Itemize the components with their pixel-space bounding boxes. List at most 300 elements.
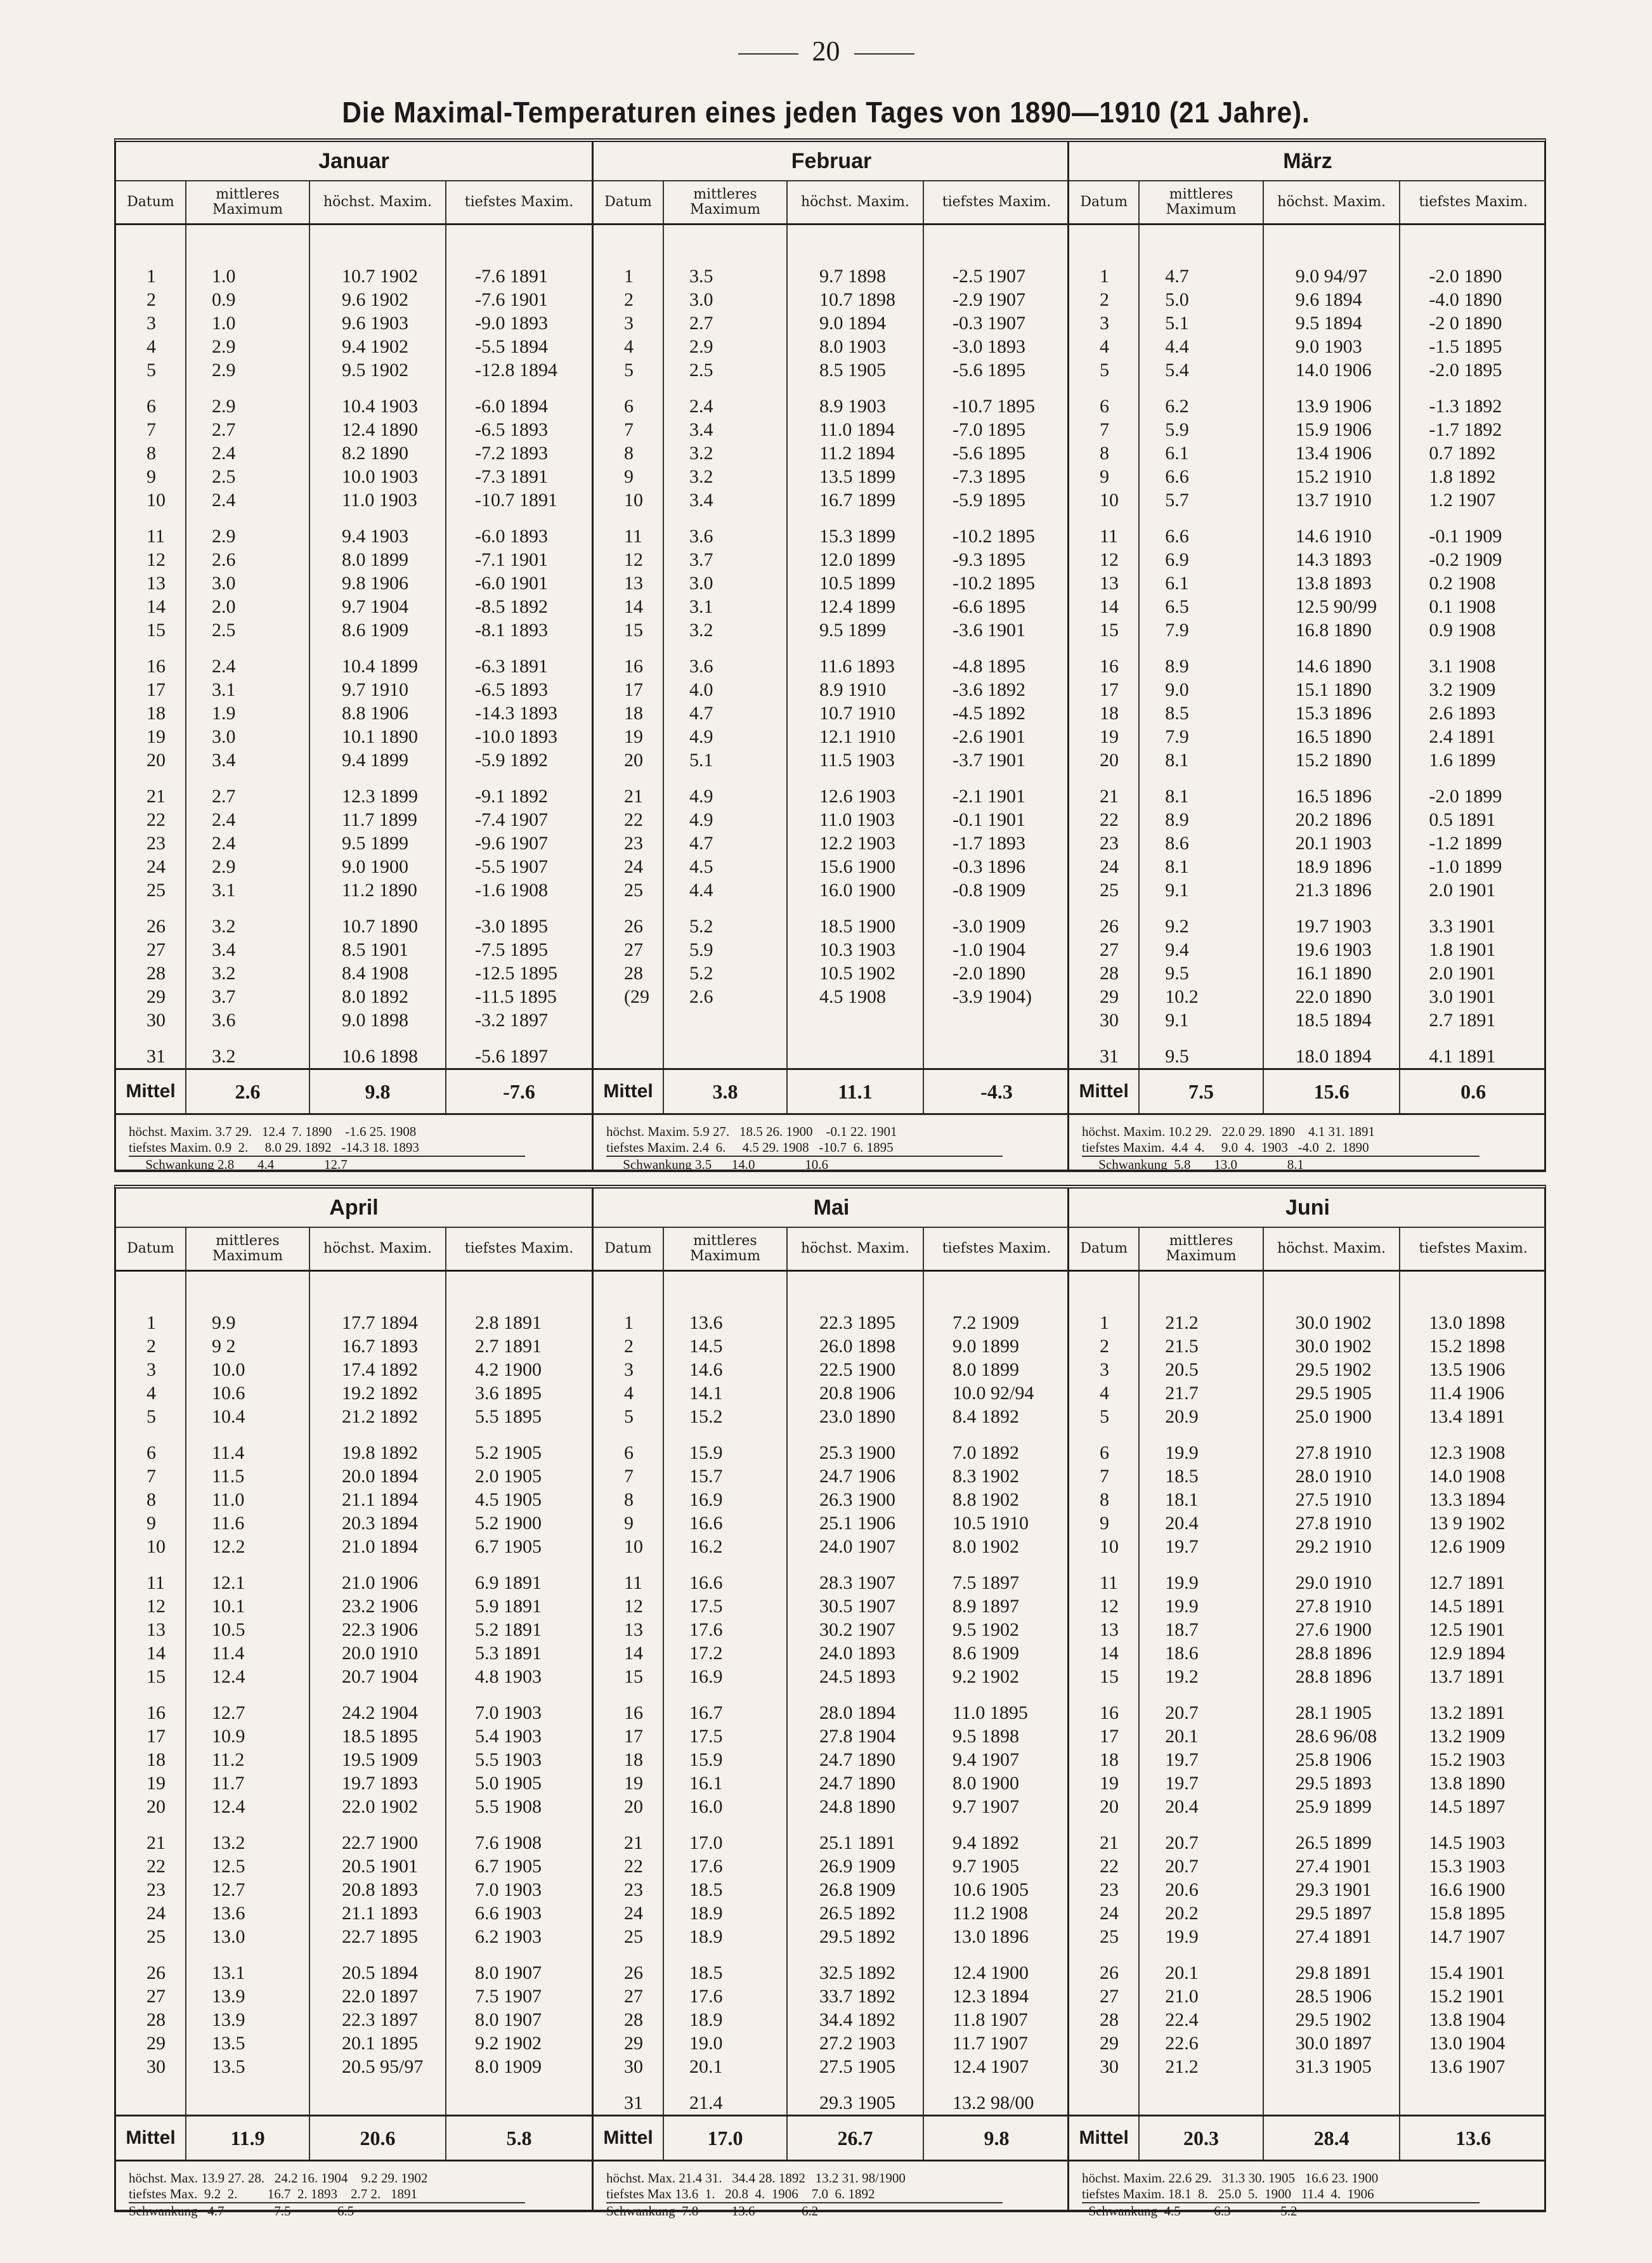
row-spacer (594, 382, 1069, 395)
lowest-max-cell: -5.5 1907 (475, 856, 548, 877)
row-spacer (1069, 1428, 1546, 1441)
highest-max-cell: 30.5 1907 (787, 1595, 923, 1618)
mean-max-cell: 21.2 (1139, 1272, 1263, 1334)
mean-max-cell: 13.5 (186, 2031, 309, 2055)
table-row (116, 358, 592, 382)
day-cell: 1 (1069, 1272, 1139, 1334)
mean-max-cell: 3.0 (663, 571, 787, 595)
table-block-q2 (114, 1185, 1546, 2219)
mean-max-cell (663, 1045, 787, 1068)
mean-max-cell: 19.0 (663, 2031, 787, 2055)
spacer-cell (116, 512, 186, 525)
day-cell: 21 (594, 785, 663, 808)
lowest-max-cell: 8.0 1899 (953, 1359, 1019, 1380)
summary-line: höchst. Maxim. 10.2 29. 22.0 29. 1890 4.1 31. 1891 (1082, 1124, 1375, 1139)
highest-max-cell: 29.5 1902 (1263, 2008, 1400, 2031)
mittel-label: Mittel (1069, 1069, 1139, 1114)
day-cell: 24 (1069, 1901, 1139, 1925)
mittel-row (594, 1068, 1069, 1115)
lowest-max-cell: 1.6 1899 (1429, 750, 1496, 771)
spacer-cell (446, 382, 592, 395)
spacer-cell (1139, 1948, 1263, 1961)
row-spacer (1069, 772, 1546, 785)
lowest-max-cell: 3.2 1909 (1429, 679, 1496, 700)
mean-max-cell: 2.9 (186, 358, 309, 382)
lowest-max-cell: -3.0 1895 (475, 916, 548, 937)
mean-max-cell: 2.4 (663, 395, 787, 418)
month-title: Juni (1069, 1189, 1546, 1228)
table-row (1069, 1725, 1546, 1748)
lowest-max-cell: 13.0 1898 (1429, 1312, 1506, 1333)
day-cell: 1 (116, 1272, 186, 1334)
mean-max-cell: 3.2 (663, 441, 787, 465)
highest-max-cell: 27.5 1910 (1263, 1488, 1400, 1511)
lowest-max-cell: 5.5 1895 (475, 1406, 542, 1427)
table-row (1069, 855, 1546, 878)
lowest-max-cell: -3.9 1904) (953, 986, 1032, 1007)
mean-max-cell: 20.4 (1139, 1511, 1263, 1535)
table-row (116, 2008, 592, 2031)
lowest-max-cell: -1.0 1899 (1429, 856, 1502, 877)
highest-max-cell: 20.3 1894 (309, 1511, 446, 1535)
mean-max-cell: 13.9 (186, 1985, 309, 2008)
highest-max-cell: 8.0 1903 (787, 335, 923, 358)
mean-max-cell: 22.6 (1139, 2031, 1263, 2055)
lowest-max-cell: 9.4 1907 (953, 1749, 1019, 1770)
day-cell: 15 (116, 1665, 186, 1688)
mean-max-cell: 18.5 (663, 1878, 787, 1901)
day-cell: 18 (1069, 1748, 1139, 1771)
mean-max-cell: 3.4 (186, 748, 309, 772)
spacer-cell (663, 1818, 787, 1831)
day-cell: 10 (1069, 1535, 1139, 1558)
lowest-max-cell: 0.9 1908 (1429, 620, 1496, 641)
mean-max-cell: 8.9 (1139, 808, 1263, 832)
mean-max-cell: 6.1 (1139, 441, 1263, 465)
spacer-cell (186, 1948, 309, 1961)
highest-max-cell: 19.7 1903 (1263, 915, 1400, 938)
day-cell: 23 (1069, 832, 1139, 855)
day-cell: 17 (1069, 678, 1139, 701)
spacer-cell (186, 772, 309, 785)
table-row (1069, 618, 1546, 642)
highest-max-cell: 27.6 1900 (1263, 1618, 1400, 1641)
day-cell: 29 (116, 985, 186, 1008)
spacer-cell (446, 772, 592, 785)
table-row (1069, 2091, 1546, 2115)
row-spacer (594, 772, 1069, 785)
table-row (594, 1571, 1069, 1595)
lowest-max-cell: -7.0 1895 (953, 419, 1025, 440)
highest-max-cell: 16.5 1890 (1263, 725, 1400, 748)
highest-max-cell: 9.4 1899 (309, 748, 446, 772)
mean-max-cell: 9.5 (1139, 1045, 1263, 1068)
table-row (594, 2091, 1069, 2115)
day-cell: 9 (116, 465, 186, 488)
highest-max-cell: 18.0 1894 (1263, 1045, 1400, 1068)
mean-max-cell: 2.4 (186, 832, 309, 855)
lowest-max-cell: -5.5 1894 (475, 336, 548, 357)
highest-max-cell: 20.2 1896 (1263, 808, 1400, 832)
lowest-max-cell: 2.6 1893 (1429, 703, 1496, 724)
day-cell: 13 (1069, 571, 1139, 595)
row-spacer (1069, 1558, 1546, 1571)
month-section-juni (1067, 1189, 1546, 2219)
schwankung-line: Schwankung 2.8 4.4 12.7 (129, 1156, 525, 1173)
day-cell: 25 (594, 1925, 663, 1948)
row-spacer (1069, 2078, 1546, 2091)
mittel-value: 28.4 (1263, 2116, 1400, 2161)
mean-max-cell: 13.6 (663, 1272, 787, 1334)
table-row (1069, 808, 1546, 832)
lowest-max-cell: -12.8 1894 (475, 360, 557, 381)
lowest-max-cell: 11.0 1895 (953, 1702, 1028, 1723)
mean-max-cell: 3.0 (186, 571, 309, 595)
mean-max-cell: 17.5 (663, 1595, 787, 1618)
mean-max-cell: 1.9 (186, 701, 309, 725)
mean-max-cell: 2.5 (186, 465, 309, 488)
highest-max-cell: 8.9 1903 (787, 395, 923, 418)
spacer-cell (787, 1948, 923, 1961)
row-spacer (1069, 642, 1546, 655)
highest-max-cell: 10.7 1898 (787, 288, 923, 311)
mean-max-cell: 2.9 (186, 855, 309, 878)
spacer-cell (923, 382, 1069, 395)
highest-max-cell: 18.5 1895 (309, 1725, 446, 1748)
mean-max-cell: 18.5 (663, 1961, 787, 1985)
highest-max-cell: 27.4 1901 (1263, 1855, 1400, 1878)
mean-max-cell: 11.0 (186, 1488, 309, 1511)
highest-max-cell: 21.1 1894 (309, 1488, 446, 1511)
spacer-cell (116, 382, 186, 395)
lowest-max-cell: 16.6 1900 (1429, 1879, 1506, 1900)
mean-max-cell: 4.7 (663, 701, 787, 725)
day-cell: 23 (1069, 1878, 1139, 1901)
table-row (1069, 1464, 1546, 1488)
spacer-cell (1400, 1032, 1546, 1045)
mean-max-cell: 12.4 (186, 1665, 309, 1688)
day-cell: 30 (116, 2055, 186, 2078)
mean-max-cell: 4.7 (663, 832, 787, 855)
highest-max-cell: 9.6 1902 (309, 288, 446, 311)
highest-max-cell: 13.9 1906 (1263, 395, 1400, 418)
highest-max-cell: 11.2 1890 (309, 878, 446, 902)
highest-max-cell: 16.1 1890 (1263, 962, 1400, 985)
column-header: tiefstes Maxim. (446, 181, 592, 225)
mean-max-cell: 6.6 (1139, 525, 1263, 548)
mean-max-cell: 15.9 (663, 1748, 787, 1771)
mittel-value: 9.8 (984, 2126, 1010, 2149)
lowest-max-cell: 13.8 1890 (1429, 1773, 1506, 1794)
mean-max-cell: 19.9 (1139, 1441, 1263, 1464)
day-cell: 21 (1069, 785, 1139, 808)
day-cell: 14 (594, 595, 663, 618)
day-cell: 15 (1069, 1665, 1139, 1688)
spacer-cell (787, 2078, 923, 2091)
lowest-max-cell (1400, 2091, 1546, 2115)
table-row (594, 1511, 1069, 1535)
spacer-cell (1069, 902, 1139, 915)
table-row (1069, 2031, 1546, 2055)
row-spacer (116, 642, 592, 655)
highest-max-cell: 29.2 1910 (1263, 1535, 1400, 1558)
day-cell: 24 (116, 1901, 186, 1925)
mean-max-cell: 3.2 (663, 618, 787, 642)
highest-max-cell: 11.0 1894 (787, 418, 923, 441)
highest-max-cell: 21.3 1896 (1263, 878, 1400, 902)
mittel-label: Mittel (116, 1069, 186, 1114)
lowest-max-cell: -8.5 1892 (475, 596, 548, 617)
spacer-cell (1263, 1818, 1400, 1831)
highest-max-cell: 10.3 1903 (787, 938, 923, 962)
mean-max-cell: 14.1 (663, 1381, 787, 1405)
lowest-max-cell: -10.2 1895 (953, 573, 1035, 594)
lowest-max-cell: 14.5 1891 (1429, 1596, 1506, 1617)
mean-max-cell: 21.4 (663, 2091, 787, 2115)
spacer-cell (1263, 772, 1400, 785)
day-cell: 27 (1069, 938, 1139, 962)
spacer-cell (594, 642, 663, 655)
spacer-cell (116, 642, 186, 655)
mean-max-cell: 9.9 (186, 1272, 309, 1334)
day-cell: 12 (116, 548, 186, 571)
highest-max-cell: 14.3 1893 (1263, 548, 1400, 571)
column-header: mittleres Maximum (663, 1228, 787, 1271)
highest-max-cell: 15.6 1900 (787, 855, 923, 878)
lowest-max-cell: -3.6 1892 (953, 679, 1025, 700)
lowest-max-cell: 7.6 1908 (475, 1832, 542, 1853)
lowest-max-cell: 7.0 1903 (475, 1702, 542, 1723)
mean-max-cell: 21.0 (1139, 1985, 1263, 2008)
day-cell: 20 (116, 1795, 186, 1818)
table-row (1069, 1045, 1546, 1068)
day-cell: 26 (116, 1961, 186, 1985)
lowest-max-cell: -12.5 1895 (475, 963, 557, 984)
row-spacer (116, 772, 592, 785)
mean-max-cell: 7.9 (1139, 725, 1263, 748)
page-number-text: 20 (812, 36, 840, 67)
column-header: Datum (116, 181, 186, 225)
spacer-cell (1400, 1688, 1546, 1701)
day-cell: 10 (1069, 488, 1139, 512)
highest-max-cell: 15.2 1910 (1263, 465, 1400, 488)
month-title: Februar (594, 142, 1069, 181)
mean-max-cell: 0.9 (186, 288, 309, 311)
table-row (116, 1008, 592, 1032)
table-row (1069, 678, 1546, 701)
spacer-cell (1263, 1428, 1400, 1441)
mean-max-cell: 13.6 (186, 1901, 309, 1925)
summary-line: tiefstes Maxim. 0.9 2. 8.0 29. 1892 -14.3 18. 1893 (129, 1140, 419, 1155)
lowest-max-cell: -1.0 1904 (953, 939, 1025, 960)
day-cell: 4 (116, 335, 186, 358)
lowest-max-cell: -10.2 1895 (953, 526, 1035, 547)
data-table (1069, 1272, 1546, 2115)
lowest-max-cell: -6.0 1901 (475, 573, 548, 594)
spacer-cell (446, 1688, 592, 1701)
day-cell: 14 (594, 1641, 663, 1665)
mean-max-cell: 6.6 (1139, 465, 1263, 488)
lowest-max-cell: 13.2 1909 (1429, 1726, 1506, 1747)
mean-max-cell: 2.6 (663, 985, 787, 1008)
month-summary-notes (594, 1115, 1069, 1173)
highest-max-cell: 27.8 1910 (1263, 1595, 1400, 1618)
highest-max-cell: 15.9 1906 (1263, 418, 1400, 441)
day-cell: 24 (594, 855, 663, 878)
lowest-max-cell: 5.5 1903 (475, 1749, 542, 1770)
mean-max-cell: 11.6 (186, 1511, 309, 1535)
mean-max-cell: 5.9 (663, 938, 787, 962)
lowest-max-cell: -1.2 1899 (1429, 833, 1502, 854)
mean-max-cell: 9.1 (1139, 1008, 1263, 1032)
day-cell: 2 (1069, 288, 1139, 311)
lowest-max-cell: 13.6 1907 (1429, 2056, 1506, 2077)
spacer-cell (923, 642, 1069, 655)
lowest-max-cell: -8.1 1893 (475, 620, 548, 641)
highest-max-cell: 29.5 1897 (1263, 1901, 1400, 1925)
highest-max-cell: 20.8 1893 (309, 1878, 446, 1901)
day-cell: 25 (116, 1925, 186, 1948)
day-cell: 8 (116, 441, 186, 465)
spacer-cell (923, 1032, 1069, 1045)
spacer-cell (594, 1948, 663, 1961)
table-row (1069, 1441, 1546, 1464)
day-cell: 11 (594, 1571, 663, 1595)
table-row (116, 1272, 592, 1334)
day-cell: 28 (116, 2008, 186, 2031)
table-row (594, 441, 1069, 465)
day-cell: 1 (116, 225, 186, 288)
lowest-max-cell: 5.2 1891 (475, 1619, 542, 1640)
day-cell: 19 (1069, 1771, 1139, 1795)
mean-max-cell: 17.5 (663, 1725, 787, 1748)
spacer-cell (446, 1428, 592, 1441)
spacer-cell (1139, 382, 1263, 395)
mean-max-cell: 10.4 (186, 1405, 309, 1428)
lowest-max-cell: -0.1 1901 (953, 809, 1025, 830)
highest-max-cell: 22.3 1906 (309, 1618, 446, 1641)
spacer-cell (1069, 1818, 1139, 1831)
table-row (1069, 335, 1546, 358)
highest-max-cell: 8.5 1905 (787, 358, 923, 382)
day-cell: 16 (1069, 655, 1139, 678)
spacer-cell (1263, 512, 1400, 525)
mean-max-cell: 8.1 (1139, 785, 1263, 808)
month-summary-notes (1069, 2162, 1546, 2219)
spacer-cell (309, 1948, 446, 1961)
highest-max-cell: 25.1 1906 (787, 1511, 923, 1535)
mean-max-cell: 3.1 (186, 678, 309, 701)
mean-max-cell: 19.7 (1139, 1535, 1263, 1558)
highest-max-cell: 11.2 1894 (787, 441, 923, 465)
highest-max-cell: 9.0 1903 (1263, 335, 1400, 358)
table-row (116, 1855, 592, 1878)
day-cell: 23 (116, 1878, 186, 1901)
spacer-cell (594, 382, 663, 395)
spacer-cell (663, 1688, 787, 1701)
day-cell: 29 (594, 2031, 663, 2055)
table-row (594, 938, 1069, 962)
highest-max-cell: 22.3 1897 (309, 2008, 446, 2031)
highest-max-cell: 20.1 1895 (309, 2031, 446, 2055)
table-row (116, 225, 592, 288)
column-header: Datum (594, 1228, 663, 1271)
highest-max-cell: 14.6 1910 (1263, 525, 1400, 548)
table-row (116, 1595, 592, 1618)
lowest-max-cell: 14.7 1907 (1429, 1926, 1506, 1947)
table-row (116, 2055, 592, 2078)
highest-max-cell: 4.5 1908 (787, 985, 923, 1008)
table-row (594, 1595, 1069, 1618)
lowest-max-cell: -1.7 1893 (953, 833, 1025, 854)
lowest-max-cell: -6.6 1895 (953, 596, 1025, 617)
mean-max-cell: 16.6 (663, 1571, 787, 1595)
day-cell: 26 (116, 915, 186, 938)
lowest-max-cell: -5.9 1892 (475, 750, 548, 771)
lowest-max-cell: 13.8 1904 (1429, 2009, 1506, 2030)
table-row (594, 1405, 1069, 1428)
day-cell: 25 (1069, 1925, 1139, 1948)
day-cell: 4 (594, 1381, 663, 1405)
mean-max-cell: 9 2 (186, 1334, 309, 1358)
lowest-max-cell: 8.8 1902 (953, 1489, 1019, 1510)
summary-line: tiefstes Maxim. 4.4 4. 9.0 4. 1903 -4.0 2. 1890 (1082, 1140, 1369, 1155)
highest-max-cell: 9.8 1906 (309, 571, 446, 595)
month-section-januar (116, 142, 592, 1170)
lowest-max-cell: 8.6 1909 (953, 1643, 1019, 1664)
table-row (116, 1748, 592, 1771)
table-row (1069, 701, 1546, 725)
table-row (1069, 358, 1546, 382)
table-row (594, 225, 1069, 288)
highest-max-cell: 21.0 1906 (309, 1571, 446, 1595)
table-row (594, 1855, 1069, 1878)
lowest-max-cell: 10.6 1905 (953, 1879, 1029, 1900)
spacer-cell (1069, 1428, 1139, 1441)
mean-max-cell: 14.6 (663, 1358, 787, 1381)
lowest-max-cell: -6.3 1891 (475, 656, 548, 677)
highest-max-cell: 21.0 1894 (309, 1535, 446, 1558)
day-cell: 27 (594, 1985, 663, 2008)
highest-max-cell: 9.5 1894 (1263, 311, 1400, 335)
highest-max-cell: 25.9 1899 (1263, 1795, 1400, 1818)
day-cell: 3 (594, 1358, 663, 1381)
highest-max-cell: 28.8 1896 (1263, 1641, 1400, 1665)
table-row (1069, 441, 1546, 465)
mean-max-cell: 2.4 (186, 441, 309, 465)
mittel-row (1069, 2115, 1546, 2162)
highest-max-cell: 13.4 1906 (1263, 441, 1400, 465)
spacer-cell (1263, 1558, 1400, 1571)
table-row (594, 2031, 1069, 2055)
table-row (116, 855, 592, 878)
day-cell: 30 (594, 2055, 663, 2078)
table-row (116, 1961, 592, 1985)
table-row (116, 618, 592, 642)
lowest-max-cell: 5.3 1891 (475, 1643, 542, 1664)
highest-max-cell: 34.4 1892 (787, 2008, 923, 2031)
spacer-cell (923, 1428, 1069, 1441)
lowest-max-cell: -7.6 1901 (475, 289, 548, 310)
lowest-max-cell: 6.2 1903 (475, 1926, 542, 1947)
mean-max-cell: 3.7 (663, 548, 787, 571)
data-table (594, 1272, 1069, 2115)
column-header: mittleres Maximum (186, 181, 309, 225)
table-row (116, 2091, 592, 2115)
table-row (1069, 1961, 1546, 1985)
day-cell: 14 (1069, 1641, 1139, 1665)
mean-max-cell: 8.5 (1139, 701, 1263, 725)
